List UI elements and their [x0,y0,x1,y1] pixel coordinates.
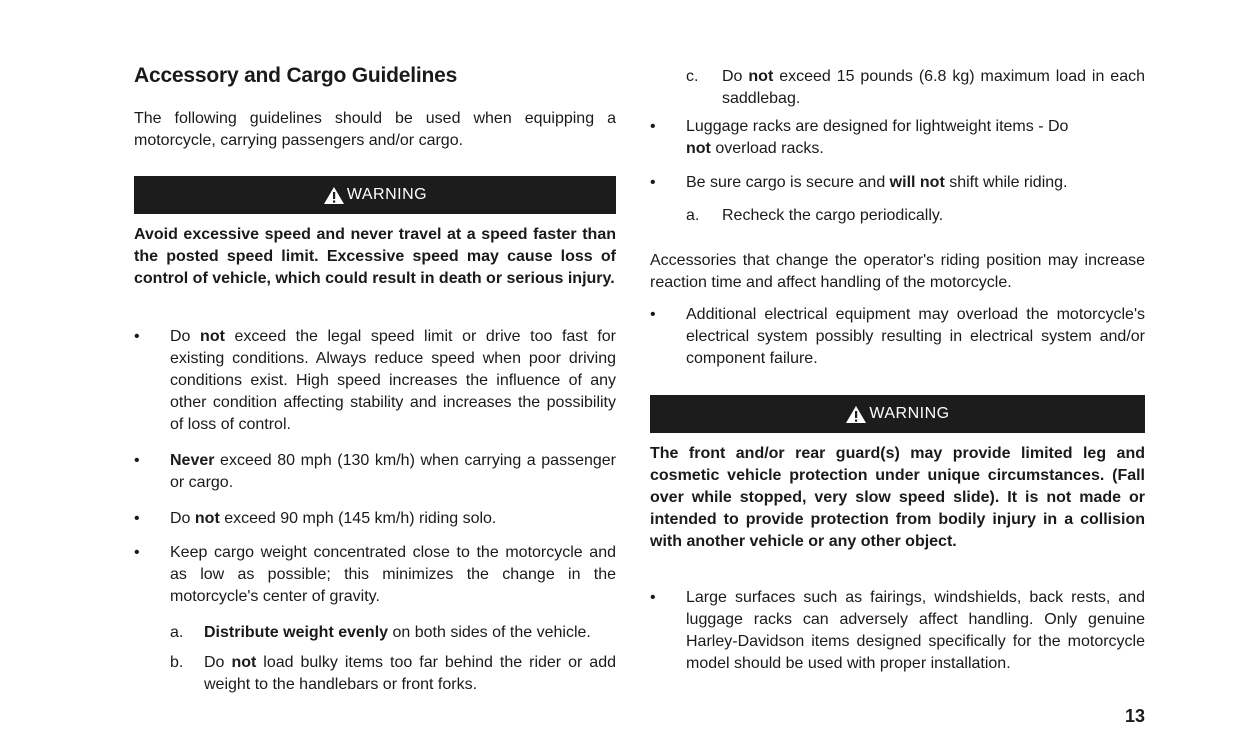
page-number: 13 [1124,706,1145,726]
warning-text: The front and/or rear guard(s) may provide limited leg and cosmetic vehicle protection under unique circumstances. (Fall over while stopped, very slow speed slide). It is not made or intended to provide protection from bodily injury in a collision with another vehicle or any other object. [650,445,1145,550]
warning-label: WARNING [346,186,428,203]
list-item: • Never exceed 80 mph (130 km/h) when carrying a passenger or cargo. [134,452,616,491]
bullet-symbol: • [134,510,140,527]
sub-list-item: a. Distribute weight evenly on both sides of the vehicle. [170,624,591,641]
warning-label: WARNING [869,405,950,422]
bullet-symbol: • [134,452,140,469]
sub-list-item: c. Do not exceed 15 pounds (6.8 kg) maximum load in each saddlebag. [686,68,1146,107]
warning-text: Avoid excessive speed and never travel at a speed faster than the posted speed limit. Excessive speed may cause loss of control of vehicle, which could result in death or serious injury. [134,226,616,287]
section-title: Accessory and Cargo Guidelines [134,64,458,87]
list-item: • Keep cargo weight concentrated close to the motorcycle and as low as possible; this minimizes the change in the motorcycle's center of gravity. [134,544,616,605]
bullet-symbol: • [134,328,140,345]
bullet-symbol: • [650,589,656,606]
warning-triangle-icon [845,405,867,424]
list-item: • Do not exceed the legal speed limit or drive too fast for existing conditions. Always reduce speed when poor driving conditions exist. High speed increases the influence of any other condition affecting stability and increases the possibility of loss of control. [134,328,617,433]
sub-list-item: b. Do not load bulky items too far behind the rider or add weight to the handlebars or front forks. [170,654,616,693]
bullet-symbol: • [650,174,656,191]
warning-banner [650,395,1145,433]
list-item: • Be sure cargo is secure and will not shift while riding. [650,172,1145,194]
bullet-symbol: • [650,306,656,323]
warning-triangle-icon [323,186,345,205]
intro-paragraph: The following guidelines should be used when equipping a motorcycle, carrying passengers and/or cargo. [134,110,616,149]
list-item: • Luggage racks are designed for lightweight items - Do not overload racks. [650,118,1069,157]
sub-list-item: a. Recheck the cargo periodically. [686,207,944,224]
bullet-symbol: • [134,544,140,561]
warning-banner [134,176,616,214]
bullet-symbol: • [650,118,656,135]
accessories-paragraph: Accessories that change the operator's riding position may increase reaction time and affect handling of the motorcycle. [650,252,1145,291]
list-item: • Large surfaces such as fairings, windshields, back rests, and luggage racks can adversely affect handling. Only genuine Harley-Davidson items designed specifically for the motorcycle model should be used with proper installation. [650,589,1145,672]
list-item: • Do not exceed 90 mph (145 km/h) riding solo. [134,508,616,530]
list-item: • Additional electrical equipment may overload the motorcycle's electrical system possibly resulting in electrical system and/or component failure. [650,306,1145,367]
